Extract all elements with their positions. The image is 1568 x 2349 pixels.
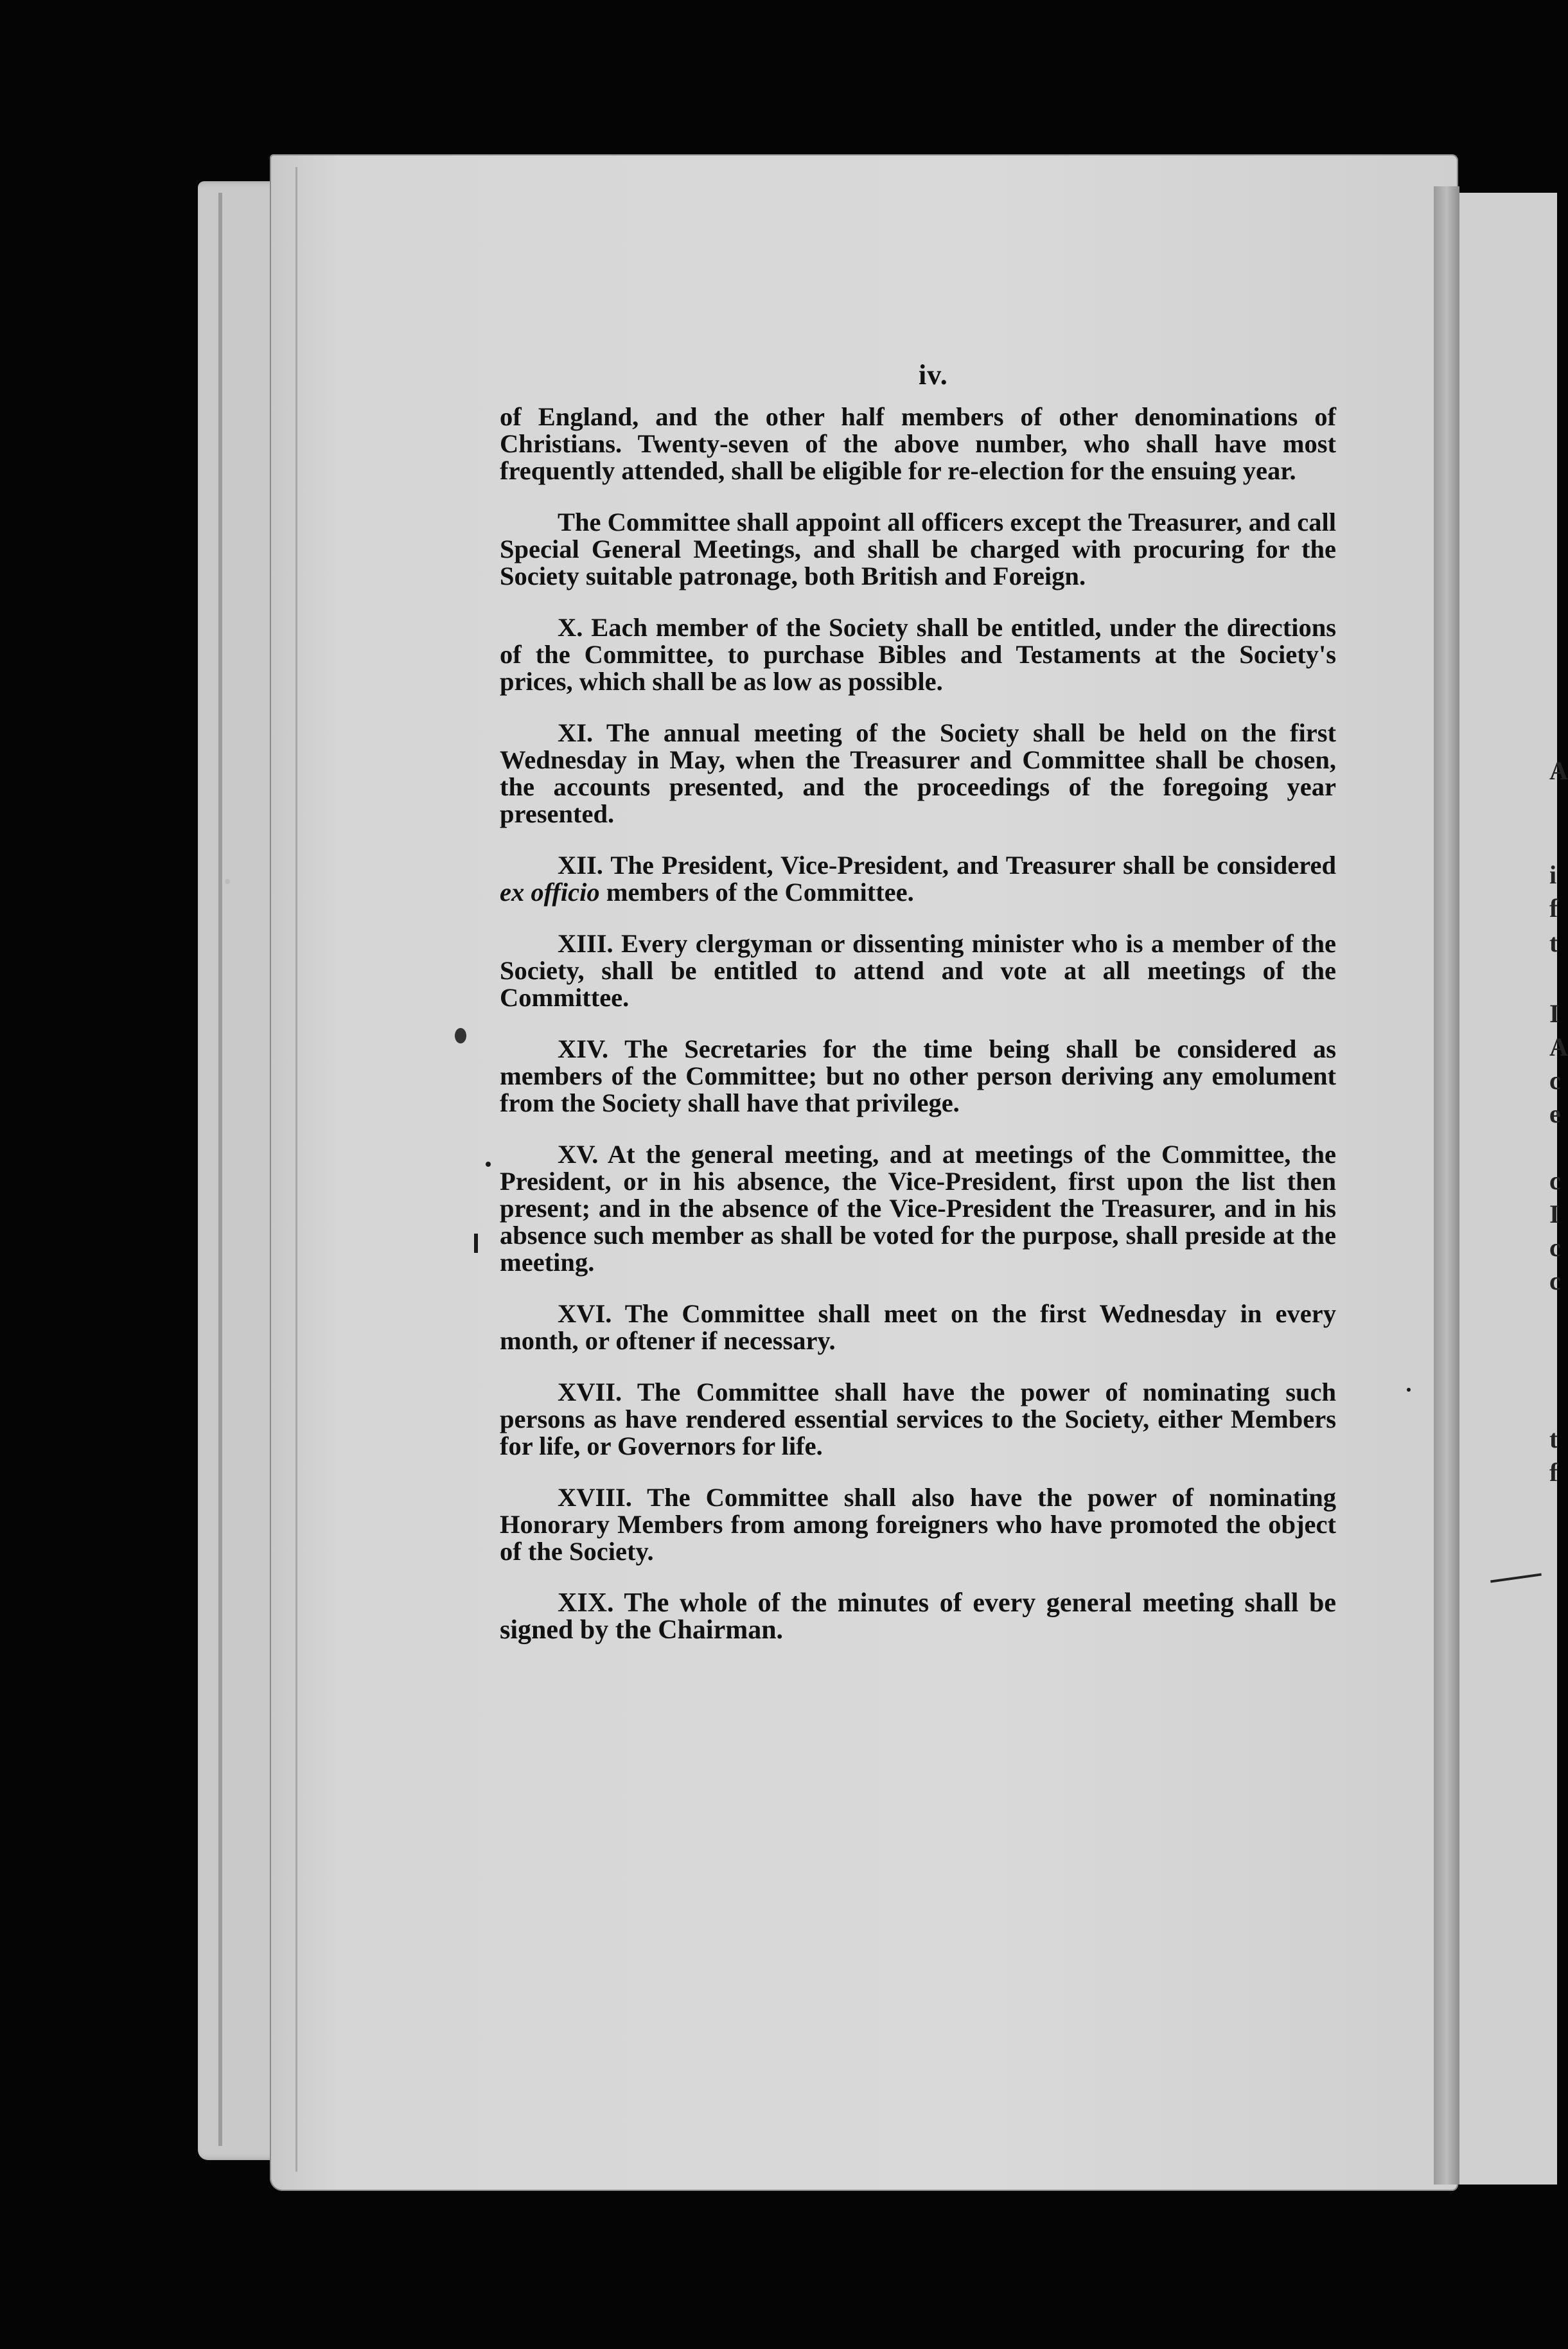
article-number: XV.: [558, 1140, 599, 1169]
book-gutter: [1434, 186, 1459, 2185]
article-number: XIV.: [558, 1034, 609, 1063]
article-text: Each member of the Society shall be entitled, under the directions of the Committee, to purchase Bibles and Testaments at the Society's prices, which shall be as low as possible.: [500, 613, 1336, 696]
paragraph-committee-duties: [500, 509, 1336, 590]
paragraph-text: of England, and the other half members of other denominations of Christians. Twenty-seven of the above number, who shall have most frequently attended, shall be eligible for re-election for the ensuing year.: [500, 402, 1336, 485]
article-text: The Committee shall have the power of nominating such persons as have rendered essential services to the Society, either Members for life, or Governors for life.: [500, 1378, 1336, 1460]
article-text: The whole of the minutes of every general meeting shall be signed by the Chairman.: [500, 1588, 1336, 1645]
article-number: XIII.: [558, 929, 613, 958]
article-number: XI.: [558, 718, 594, 747]
article-number: XVII.: [558, 1378, 622, 1406]
facing-letter: A: [1549, 1033, 1568, 1061]
article-number: XII.: [558, 851, 603, 880]
article-text: The Secretaries for the time being shall be considered as members of the Committee; but no other person deriving any emolument from the Society shall have that privilege.: [500, 1034, 1336, 1117]
facing-letter: e: [1549, 1099, 1561, 1128]
article-xii: [500, 852, 1336, 906]
facing-letter: A: [1549, 756, 1568, 785]
paragraph-text: The Committee shall appoint all officers except the Treasurer, and call Special General Meetings, and shall be charged with procuring for the Society suitable patronage, both British and Foreign.: [500, 508, 1336, 590]
article-italic-term: ex officio: [500, 878, 600, 907]
article-number: X.: [558, 613, 583, 642]
article-text-after: members of the Committee.: [606, 878, 914, 907]
ink-speck: [455, 1028, 466, 1043]
page-number: iv.: [919, 359, 948, 391]
facing-letter: c: [1549, 1066, 1561, 1095]
facing-letter: t: [1549, 1424, 1558, 1453]
article-text: At the general meeting, and at meetings of the Committee, the President, or in his absence, the Vice-President, first upon the list then present; and in the absence of the Vice-President the Treasurer, and in his absence such member as shall be voted for the purpose, shall preside at the meeting.: [500, 1140, 1337, 1277]
document-body: [500, 403, 1336, 1668]
article-text-before: The President, Vice-President, and Treasurer shall be considered: [610, 851, 1336, 880]
page-left-edge-rule: [295, 167, 297, 2172]
ink-speck: [1407, 1388, 1411, 1392]
article-xiii: [500, 930, 1336, 1011]
facing-letter: f: [1549, 1458, 1558, 1487]
facing-letter: c: [1549, 1266, 1561, 1295]
article-number: XVIII.: [558, 1483, 632, 1512]
ink-speck: [225, 879, 230, 884]
facing-page: [1459, 193, 1557, 2185]
article-xvi: [500, 1300, 1336, 1354]
paragraph-continuation: [500, 403, 1336, 484]
facing-letter: t: [1549, 928, 1558, 957]
facing-letter: c: [1549, 1233, 1561, 1262]
article-number: XVI.: [558, 1299, 612, 1328]
facing-letter: f: [1549, 894, 1558, 923]
article-xix: [500, 1590, 1336, 1644]
facing-letter: i: [1549, 860, 1557, 889]
article-xiv: [500, 1036, 1336, 1117]
article-text: Every clergyman or dissenting minister who is a member of the Society, shall be entitled to attend and vote at all meetings of the Committee.: [500, 929, 1336, 1012]
facing-letter: I: [1549, 1200, 1560, 1228]
article-number: XIX.: [558, 1588, 614, 1618]
back-page-edge: [218, 193, 222, 2146]
article-xviii: [500, 1484, 1336, 1565]
article-xv: [500, 1141, 1336, 1276]
facing-letter: I: [1549, 999, 1560, 1028]
article-xvii: [500, 1379, 1336, 1460]
article-text: The annual meeting of the Society shall be held on the first Wednesday in May, when the Treasurer and Committee shall be chosen, the accounts presented, and the proceedings of the foregoing year presented.: [500, 718, 1336, 828]
article-text: The Committee shall also have the power of nominating Honorary Members from among foreigners who have promoted the object of the Society.: [500, 1483, 1336, 1566]
ink-speck: [486, 1162, 491, 1167]
article-xi: [500, 720, 1336, 828]
facing-letter: c: [1549, 1166, 1561, 1195]
ink-speck: [474, 1234, 478, 1253]
article-text: The Committee shall meet on the first Wednesday in every month, or oftener if necessary.: [500, 1299, 1336, 1355]
article-x: [500, 614, 1336, 695]
